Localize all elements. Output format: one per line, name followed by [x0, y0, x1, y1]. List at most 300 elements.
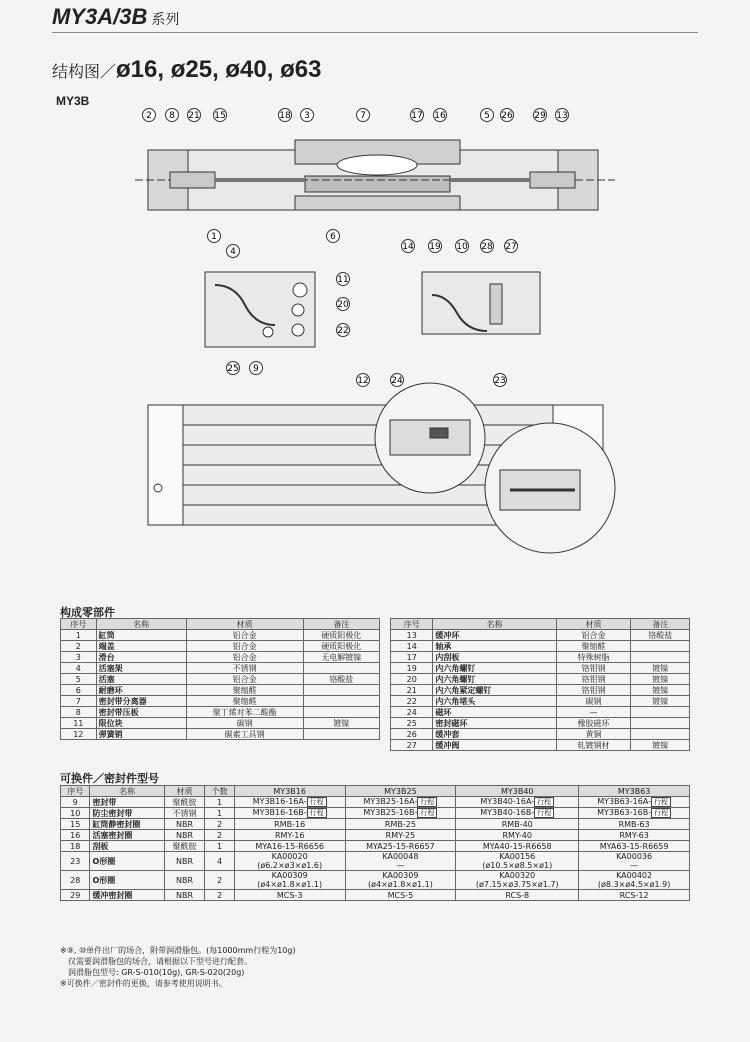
table-cell — [345, 830, 456, 841]
column-header: 序号 — [61, 786, 90, 797]
table-cell: 镀镍 — [631, 740, 690, 751]
column-header: MY3B16 — [234, 786, 345, 797]
table-cell: — — [556, 707, 631, 718]
table-cell: NBR — [164, 830, 205, 841]
stroke-box: 行程 — [534, 808, 554, 818]
table-row — [61, 729, 380, 740]
part-number: KA00020 — [271, 852, 308, 861]
table-cell: 23 — [61, 852, 90, 871]
part-number: KA00320 — [499, 871, 536, 880]
callout-number: 24 — [391, 376, 403, 386]
table-row — [391, 707, 690, 718]
callout-balloon — [357, 109, 370, 122]
table-cell: 20 — [391, 674, 433, 685]
table-cell: 3 — [61, 652, 97, 663]
part-number: MYA16-15-R6656 — [255, 841, 325, 851]
table-cell: 弹簧销 — [96, 729, 186, 740]
note-line: 润滑脂包型号: GR-S-010(10g), GR-S-020(20g) — [60, 968, 245, 977]
table-cell — [579, 797, 690, 808]
callout-balloon — [166, 109, 179, 122]
table-cell: 缓冲阀 — [433, 740, 556, 751]
table-cell: 8 — [61, 707, 97, 718]
callout-balloon — [556, 109, 569, 122]
table-cell: 聚酰胺 — [164, 841, 205, 852]
table-row — [391, 641, 690, 652]
callout-balloon — [434, 109, 447, 122]
callout-number: 20 — [337, 300, 349, 310]
table-cell: 6 — [61, 685, 97, 696]
callout-number: 8 — [169, 111, 175, 121]
part-number: MCS-5 — [387, 890, 414, 900]
table-cell: 铬钼钢 — [556, 663, 631, 674]
o-ring-size: (ø4×ø1.8×ø1.1) — [367, 880, 433, 889]
table-row — [61, 808, 690, 819]
table-row — [61, 652, 380, 663]
table-cell: 防尘密封带 — [90, 808, 164, 819]
table-cell: 活塞架 — [96, 663, 186, 674]
callout-balloon — [301, 109, 314, 122]
callout-number: 27 — [505, 242, 517, 252]
callout-balloon — [327, 230, 340, 243]
structure-heading: 结构图／ø16, ø25, ø40, ø63 — [52, 56, 322, 83]
parts-title: 构成零部件 — [60, 606, 115, 619]
callout-number: 26 — [501, 111, 513, 121]
table-cell: O形圈 — [90, 852, 164, 871]
table-cell — [345, 871, 456, 890]
table-cell: 1 — [205, 841, 234, 852]
table-cell: 铝合金 — [186, 641, 303, 652]
table-cell: 内刮板 — [433, 652, 556, 663]
callout-number: 6 — [330, 232, 336, 242]
part-number: KA00309 — [271, 871, 308, 880]
table-row — [391, 674, 690, 685]
table-cell: 内六角紧定螺钉 — [433, 685, 556, 696]
table-cell: 2 — [205, 890, 234, 901]
callout-balloon — [279, 109, 292, 122]
table-cell: NBR — [164, 852, 205, 871]
part-number: RCS-8 — [505, 890, 530, 900]
table-cell: 16 — [61, 830, 90, 841]
table-cell: 活塞 — [96, 674, 186, 685]
page-title: MY3A/3B 系列 — [52, 4, 180, 29]
table-cell: 14 — [391, 641, 433, 652]
parts-table-left — [60, 618, 380, 740]
table-cell: 缓冲套 — [433, 729, 556, 740]
table-cell — [579, 819, 690, 830]
callout-balloon — [227, 245, 240, 258]
table-cell: 2 — [205, 819, 234, 830]
part-number: MY3B40-16A- — [480, 797, 535, 806]
callout-balloon — [505, 240, 518, 253]
column-header: 名称 — [433, 619, 556, 630]
table-cell — [345, 852, 456, 871]
callout-balloon — [214, 109, 227, 122]
table-cell — [456, 830, 579, 841]
table-cell: 29 — [61, 890, 90, 901]
table-cell: 内六角堵头 — [433, 696, 556, 707]
part-number: RMB-63 — [618, 819, 650, 829]
table-header-row — [391, 619, 690, 630]
stroke-box: 行程 — [534, 797, 554, 807]
table-cell: 铝合金 — [186, 630, 303, 641]
table-cell: 24 — [391, 707, 433, 718]
callout-balloon — [501, 109, 514, 122]
table-cell: 5 — [61, 674, 97, 685]
table-cell: 4 — [205, 852, 234, 871]
table-cell: 活塞密封圈 — [90, 830, 164, 841]
table-cell: 镀镍 — [631, 685, 690, 696]
o-ring-size: (ø4×ø1.8×ø1.1) — [257, 880, 323, 889]
note-line: ※⑨, ⑩单件出厂的场合，附带润滑脂包。(每1000mm行程为10g) — [60, 946, 296, 955]
table-cell: NBR — [164, 871, 205, 890]
part-number: RMY-25 — [385, 830, 416, 840]
table-header-row — [61, 786, 690, 797]
callout-number: 28 — [481, 242, 493, 252]
o-ring-size: (ø6.2×ø3×ø1.6) — [257, 861, 323, 870]
table-cell: NBR — [164, 890, 205, 901]
callout-number: 17 — [411, 111, 423, 121]
table-cell: 26 — [391, 729, 433, 740]
table-cell — [234, 890, 345, 901]
part-number: KA00156 — [499, 852, 536, 861]
callout-balloon — [456, 240, 469, 253]
callout-balloon — [402, 240, 415, 253]
table-cell — [631, 652, 690, 663]
column-header: MY3B40 — [456, 786, 579, 797]
table-cell: 缸筒 — [96, 630, 186, 641]
table-row — [391, 685, 690, 696]
table-cell — [579, 830, 690, 841]
table-cell — [631, 718, 690, 729]
table-cell — [579, 871, 690, 890]
table-row — [61, 696, 380, 707]
section-view-right — [422, 272, 540, 334]
table-cell: 碳素工具钢 — [186, 729, 303, 740]
column-header: MY3B25 — [345, 786, 456, 797]
table-cell: 不锈钢 — [164, 808, 205, 819]
table-cell: 铝合金 — [556, 630, 631, 641]
table-cell: 铬钼钢 — [556, 674, 631, 685]
table-cell: 硬质阳极化 — [303, 641, 379, 652]
table-row — [61, 819, 690, 830]
table-row — [61, 852, 690, 871]
table-cell — [234, 797, 345, 808]
part-number: MY3B16-16A- — [252, 797, 307, 806]
column-header: 序号 — [391, 619, 433, 630]
table-cell: 铝合金 — [186, 652, 303, 663]
column-header: 备注 — [303, 619, 379, 630]
callout-number: 18 — [279, 111, 291, 121]
table-cell: 13 — [391, 630, 433, 641]
callout-number: 5 — [484, 111, 490, 121]
table-cell — [234, 808, 345, 819]
table-cell: 28 — [61, 871, 90, 890]
o-ring-size: — — [630, 861, 639, 870]
part-number: RMB-40 — [501, 819, 533, 829]
part-number: RMY-40 — [502, 830, 532, 840]
column-header: 序号 — [61, 619, 97, 630]
stroke-box: 行程 — [417, 808, 437, 818]
callout-number: 23 — [494, 376, 506, 386]
table-cell — [579, 808, 690, 819]
table-cell: 铬钼钢 — [556, 685, 631, 696]
table-cell: 无电解镀镍 — [303, 652, 379, 663]
callout-number: 19 — [429, 242, 441, 252]
callout-number: 7 — [360, 111, 366, 121]
model-label: MY3B — [56, 94, 90, 108]
part-number: MY3B63-16B- — [597, 808, 652, 817]
callout-balloon — [494, 374, 507, 387]
table-cell: 镀镍 — [303, 718, 379, 729]
table-row — [61, 685, 380, 696]
table-cell — [579, 852, 690, 871]
table-cell — [345, 841, 456, 852]
callout-balloon — [481, 109, 494, 122]
table-cell — [303, 685, 379, 696]
table-cell: 硬质阳极化 — [303, 630, 379, 641]
table-cell — [579, 890, 690, 901]
table-cell: 10 — [61, 808, 90, 819]
table-row — [391, 652, 690, 663]
callout-number: 21 — [188, 111, 200, 121]
table-cell: 19 — [391, 663, 433, 674]
table-cell — [345, 819, 456, 830]
table-cell: 限位块 — [96, 718, 186, 729]
table-cell: 1 — [205, 808, 234, 819]
callout-balloon — [357, 374, 370, 387]
part-number: MCS-3 — [276, 890, 303, 900]
table-cell: 2 — [61, 641, 97, 652]
table-cell: 密封磁环 — [433, 718, 556, 729]
note-line: 仅需要润滑脂包的场合，请根据以下型号进行配套。 — [60, 957, 252, 966]
callout-number: 3 — [304, 111, 310, 121]
table-cell: 碳钢 — [556, 696, 631, 707]
table-cell: 聚酰胺 — [164, 797, 205, 808]
part-number: KA00036 — [616, 852, 653, 861]
table-row — [391, 696, 690, 707]
table-cell: 聚缩醛 — [186, 685, 303, 696]
part-number: MY3B40-16B- — [480, 808, 535, 817]
table-cell: 9 — [61, 797, 90, 808]
part-number: KA00309 — [382, 871, 419, 880]
table-cell: 橡胶磁环 — [556, 718, 631, 729]
table-row — [61, 674, 380, 685]
table-cell: 镀镍 — [631, 674, 690, 685]
callout-balloon — [188, 109, 201, 122]
o-ring-size: — — [396, 861, 405, 870]
table-cell: 内六角螺钉 — [433, 674, 556, 685]
table-row — [61, 707, 380, 718]
table-cell — [456, 890, 579, 901]
part-number: MYA40-15-R6658 — [482, 841, 552, 851]
table-cell — [234, 841, 345, 852]
callout-number: 22 — [337, 326, 349, 336]
table-row — [391, 729, 690, 740]
table-cell — [456, 797, 579, 808]
callout-balloon — [337, 298, 350, 311]
stroke-box: 行程 — [307, 797, 327, 807]
callout-balloon — [250, 362, 263, 375]
table-cell: 2 — [205, 830, 234, 841]
table-cell: 聚丁烯对苯二酸酯 — [186, 707, 303, 718]
callout-number: 16 — [434, 111, 446, 121]
table-cell: 11 — [61, 718, 97, 729]
part-number: MY3B25-16A- — [363, 797, 418, 806]
table-cell: 缓冲环 — [433, 630, 556, 641]
table-cell: 缸筒静密封圈 — [90, 819, 164, 830]
part-number: RCS-12 — [619, 890, 649, 900]
stroke-box: 行程 — [417, 797, 437, 807]
table-cell — [456, 852, 579, 871]
table-cell: O形圈 — [90, 871, 164, 890]
column-header: 备注 — [631, 619, 690, 630]
table-row — [61, 663, 380, 674]
table-row — [391, 630, 690, 641]
table-cell: 碳钢 — [186, 718, 303, 729]
table-cell: 滑台 — [96, 652, 186, 663]
callout-number: 4 — [230, 247, 236, 257]
table-row — [61, 630, 380, 641]
part-number: RMB-25 — [384, 819, 416, 829]
table-cell — [456, 819, 579, 830]
table-cell — [631, 707, 690, 718]
column-header: 材质 — [186, 619, 303, 630]
callout-number: 11 — [337, 275, 349, 285]
table-cell: 25 — [391, 718, 433, 729]
callout-number: 13 — [556, 111, 568, 121]
table-cell: 刮板 — [90, 841, 164, 852]
callout-balloon — [337, 324, 350, 337]
callout-balloon — [429, 240, 442, 253]
table-cell: 1 — [61, 630, 97, 641]
table-cell: 磁环 — [433, 707, 556, 718]
replace-table — [60, 785, 690, 901]
parts-table-right — [390, 618, 690, 751]
table-cell — [456, 841, 579, 852]
part-number: MY3B63-16A- — [597, 797, 651, 806]
table-cell: 1 — [205, 797, 234, 808]
stroke-box: 行程 — [651, 808, 671, 818]
part-number: RMY-63 — [619, 830, 649, 840]
table-cell: 铝合金 — [186, 674, 303, 685]
table-cell: NBR — [164, 819, 205, 830]
table-cell: 缓冲密封圈 — [90, 890, 164, 901]
note-line: ※可换件／密封件的更换，请参考使用说明书。 — [60, 979, 227, 988]
table-cell — [456, 808, 579, 819]
part-number: MYA63-15-R6659 — [599, 841, 669, 851]
part-number: RMB-16 — [274, 819, 306, 829]
table-row — [61, 841, 690, 852]
part-number: MYA25-15-R6657 — [366, 841, 435, 851]
callout-number: 14 — [402, 242, 414, 252]
column-header: MY3B63 — [579, 786, 690, 797]
table-cell — [631, 641, 690, 652]
table-cell — [345, 890, 456, 901]
table-cell: 特殊树脂 — [556, 652, 631, 663]
part-number: MY3B16-16B- — [252, 808, 307, 817]
table-cell: 12 — [61, 729, 97, 740]
column-header: 名称 — [96, 619, 186, 630]
notes — [60, 945, 296, 989]
table-row — [391, 740, 690, 751]
callout-balloon — [481, 240, 494, 253]
o-ring-size: (ø7.15×ø3.75×ø1.7) — [475, 880, 559, 889]
table-cell: 轴承 — [433, 641, 556, 652]
table-cell: 22 — [391, 696, 433, 707]
callout-number: 2 — [146, 111, 152, 121]
table-cell: 密封带分离器 — [96, 696, 186, 707]
table-cell: 21 — [391, 685, 433, 696]
table-cell: 镀镍 — [631, 663, 690, 674]
table-cell — [234, 819, 345, 830]
table-cell: 18 — [61, 841, 90, 852]
callout-balloon — [208, 230, 221, 243]
callout-balloon — [337, 273, 350, 286]
table-row — [61, 830, 690, 841]
part-number: MY3B25-16B- — [363, 808, 418, 817]
callout-number: 12 — [357, 376, 369, 386]
callout-number: 1 — [211, 232, 217, 242]
table-row — [391, 663, 690, 674]
table-cell: 不锈钢 — [186, 663, 303, 674]
table-header-row — [61, 619, 380, 630]
table-cell — [631, 729, 690, 740]
stroke-box: 行程 — [651, 797, 671, 807]
table-cell: 轧镀钢材 — [556, 740, 631, 751]
table-cell: 2 — [205, 871, 234, 890]
table-row — [391, 718, 690, 729]
table-cell: 铬酸盐 — [631, 630, 690, 641]
part-number: KA00402 — [616, 871, 653, 880]
table-row — [61, 890, 690, 901]
column-header: 个数 — [205, 786, 234, 797]
callout-number: 15 — [214, 111, 226, 121]
table-cell: 17 — [391, 652, 433, 663]
table-cell — [303, 696, 379, 707]
callout-number: 25 — [227, 364, 239, 374]
table-row — [61, 871, 690, 890]
table-row — [61, 797, 690, 808]
table-cell — [234, 830, 345, 841]
table-cell — [456, 871, 579, 890]
o-ring-size: (ø10.5×ø8.5×ø1) — [482, 861, 553, 870]
table-cell: 15 — [61, 819, 90, 830]
table-cell — [234, 871, 345, 890]
table-cell: 端盖 — [96, 641, 186, 652]
part-number: KA00048 — [382, 852, 419, 861]
callout-balloon — [411, 109, 424, 122]
stroke-box: 行程 — [307, 808, 327, 818]
table-cell — [579, 841, 690, 852]
column-header: 材质 — [164, 786, 205, 797]
table-cell — [303, 663, 379, 674]
table-cell: 4 — [61, 663, 97, 674]
table-cell — [234, 852, 345, 871]
callout-balloon — [143, 109, 156, 122]
table-row — [61, 718, 380, 729]
column-header: 名称 — [90, 786, 164, 797]
callout-balloon — [534, 109, 547, 122]
part-number: RMY-16 — [274, 830, 305, 840]
column-header: 材质 — [556, 619, 631, 630]
table-cell: 黄铜 — [556, 729, 631, 740]
table-cell: 内六角螺钉 — [433, 663, 556, 674]
callout-balloon — [227, 362, 240, 375]
table-cell: 铬酸盐 — [303, 674, 379, 685]
table-cell: 27 — [391, 740, 433, 751]
callout-balloon — [391, 374, 404, 387]
table-cell: 7 — [61, 696, 97, 707]
